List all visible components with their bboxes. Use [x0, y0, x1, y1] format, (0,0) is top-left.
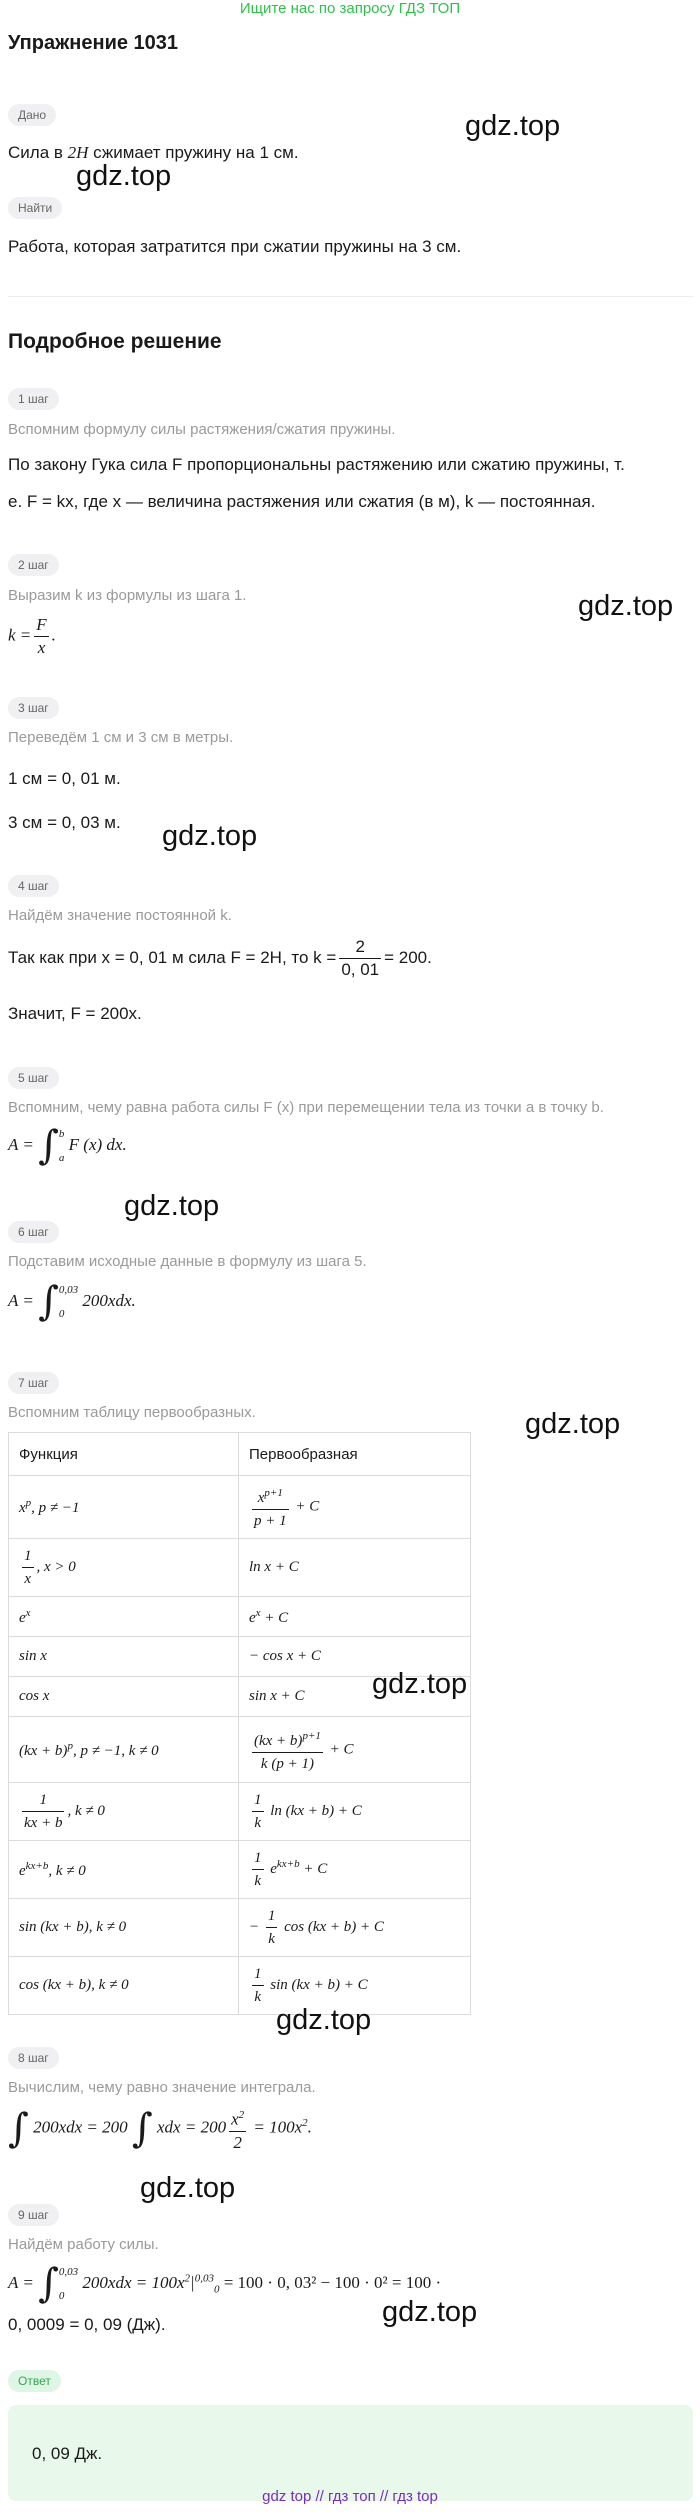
watermark: gdz.top	[372, 1668, 468, 1700]
answer-chip: Ответ	[8, 2370, 61, 2392]
step-hint: Вспомним, чему равна работа силы F (x) при перемещении тела из точки a в точку b.	[8, 1099, 604, 1116]
step-chip: 7 шаг	[8, 1372, 59, 1394]
step-hint: Найдём значение постоянной k.	[8, 907, 232, 924]
top-banner[interactable]: Ищите нас по запросу ГДЗ ТОП	[239, 0, 461, 17]
watermark: gdz.top	[162, 820, 258, 852]
table-row: cos x sin x + C	[9, 1677, 471, 1717]
watermark: gdz.top	[525, 1408, 621, 1440]
integral-computation: ∫ 200xdx = 200 ∫ xdx = 200 $\frac{x^2}{2}$ = $100x^2$.	[8, 2105, 312, 2152]
watermark: gdz.top	[465, 110, 561, 142]
table-row: sin x − cos x + C	[9, 1637, 471, 1677]
step-text: 0, 0009 = 0, 09 (Дж).	[8, 2315, 166, 2334]
table-header: Функция	[9, 1433, 239, 1476]
answer-text: 0, 09 Дж.	[32, 2444, 103, 2463]
table-row: $x^p$, p ≠ −1 $\frac{x^{p+1}}{p + 1}$ + C	[9, 1476, 471, 1539]
step-hint: Подставим исходные данные в формулу из шага 5.	[8, 1253, 367, 1270]
step-hint: Вычислим, чему равно значение интеграла.	[8, 2079, 316, 2096]
step-chip: 2 шаг	[8, 554, 59, 576]
step-text: Значит, F = 200x.	[8, 1004, 142, 1023]
step-hint: Выразим k из формулы из шага 1.	[8, 587, 247, 604]
watermark: gdz.top	[578, 590, 674, 622]
antiderivative-table	[8, 1432, 471, 2015]
step-chip: 5 шаг	[8, 1067, 59, 1089]
work-computation: A = ∫ 0,03 0 $200xdx = 100x^2|^{0,03}_0 = 100 \cdot 0$, 03² − 100 · 0² = 100 ·	[8, 2260, 442, 2307]
formula-k: k = $\frac{F}{x}$ .	[8, 615, 56, 657]
step-chip: 6 шаг	[8, 1221, 59, 1243]
work-formula: A = ∫ b a F (x) dx.	[8, 1122, 127, 1169]
watermark: gdz.top	[140, 2172, 236, 2204]
step-text: 3 см = 0, 03 м.	[8, 813, 121, 832]
step-chip: 3 шаг	[8, 697, 59, 719]
step-text: По закону Гука сила F пропорциональны растяжению или сжатию пружины, т.	[8, 455, 625, 474]
table-row: cos (kx + b), k ≠ 0 $\frac{1}{k}$ sin (kx + b) + C	[9, 1957, 471, 2015]
step-text: Так как при x = 0, 01 м сила F = 2H, то k = $\frac{2}{0, 01}$ = 200.	[8, 937, 432, 979]
table-header: Первообразная	[239, 1433, 471, 1476]
footer-links[interactable]: gdz top // гдз топ // гдз top	[262, 2488, 438, 2505]
table-row: (kx + b)$^p$, p ≠ −1, k ≠ 0 $\frac{(kx + b)^{p+1}}{k (p + 1)}$ + C	[9, 1717, 471, 1783]
step-chip: 1 шаг	[8, 388, 59, 410]
step-chip: 9 шаг	[8, 2204, 59, 2226]
find-chip: Найти	[8, 197, 62, 219]
step-chip: 8 шаг	[8, 2047, 59, 2069]
watermark: gdz.top	[124, 1190, 220, 1222]
find-text: Работа, которая затратится при сжатии пружины на 3 см.	[8, 237, 462, 256]
watermark: gdz.top	[76, 160, 172, 192]
page-title: Упражнение 1031	[8, 32, 179, 54]
table-row: sin (kx + b), k ≠ 0 − $\frac{1}{k}$ cos (kx + b) + C	[9, 1899, 471, 1957]
given-text: Сила в 2H сжимает пружину на 1 см.	[8, 143, 299, 162]
step-hint: Найдём работу силы.	[8, 2236, 159, 2253]
table-row: $\frac{1}{kx + b}$ , k ≠ 0 $\frac{1}{k}$ ln (kx + b) + C	[9, 1783, 471, 1841]
divider	[8, 296, 693, 297]
watermark: gdz.top	[276, 2004, 372, 2036]
table-row: $\frac{1}{x}$ , x > 0 ln x + C	[9, 1539, 471, 1597]
watermark: gdz.top	[382, 2296, 478, 2328]
step-hint: Вспомним таблицу первообразных.	[8, 1404, 256, 1421]
answer-box	[8, 2405, 693, 2501]
given-chip: Дано	[8, 104, 56, 126]
table-row: $e^x$ $e^x + C$	[9, 1597, 471, 1637]
table-row: $e^{kx+b}$, k ≠ 0 $\frac{1}{k}$ $e^{kx+b} + C$	[9, 1841, 471, 1899]
solution-title: Подробное решение	[8, 330, 222, 353]
step-chip: 4 шаг	[8, 875, 59, 897]
work-formula-substituted: A = ∫ 0,03 0 200xdx.	[8, 1278, 136, 1325]
step-text: 1 см = 0, 01 м.	[8, 769, 121, 788]
step-hint: Вспомним формулу силы растяжения/сжатия пружины.	[8, 421, 396, 438]
step-hint: Переведём 1 см и 3 см в метры.	[8, 729, 234, 746]
step-text: е. F = kx, где x — величина растяжения или сжатия (в м), k — постоянная.	[8, 492, 596, 511]
